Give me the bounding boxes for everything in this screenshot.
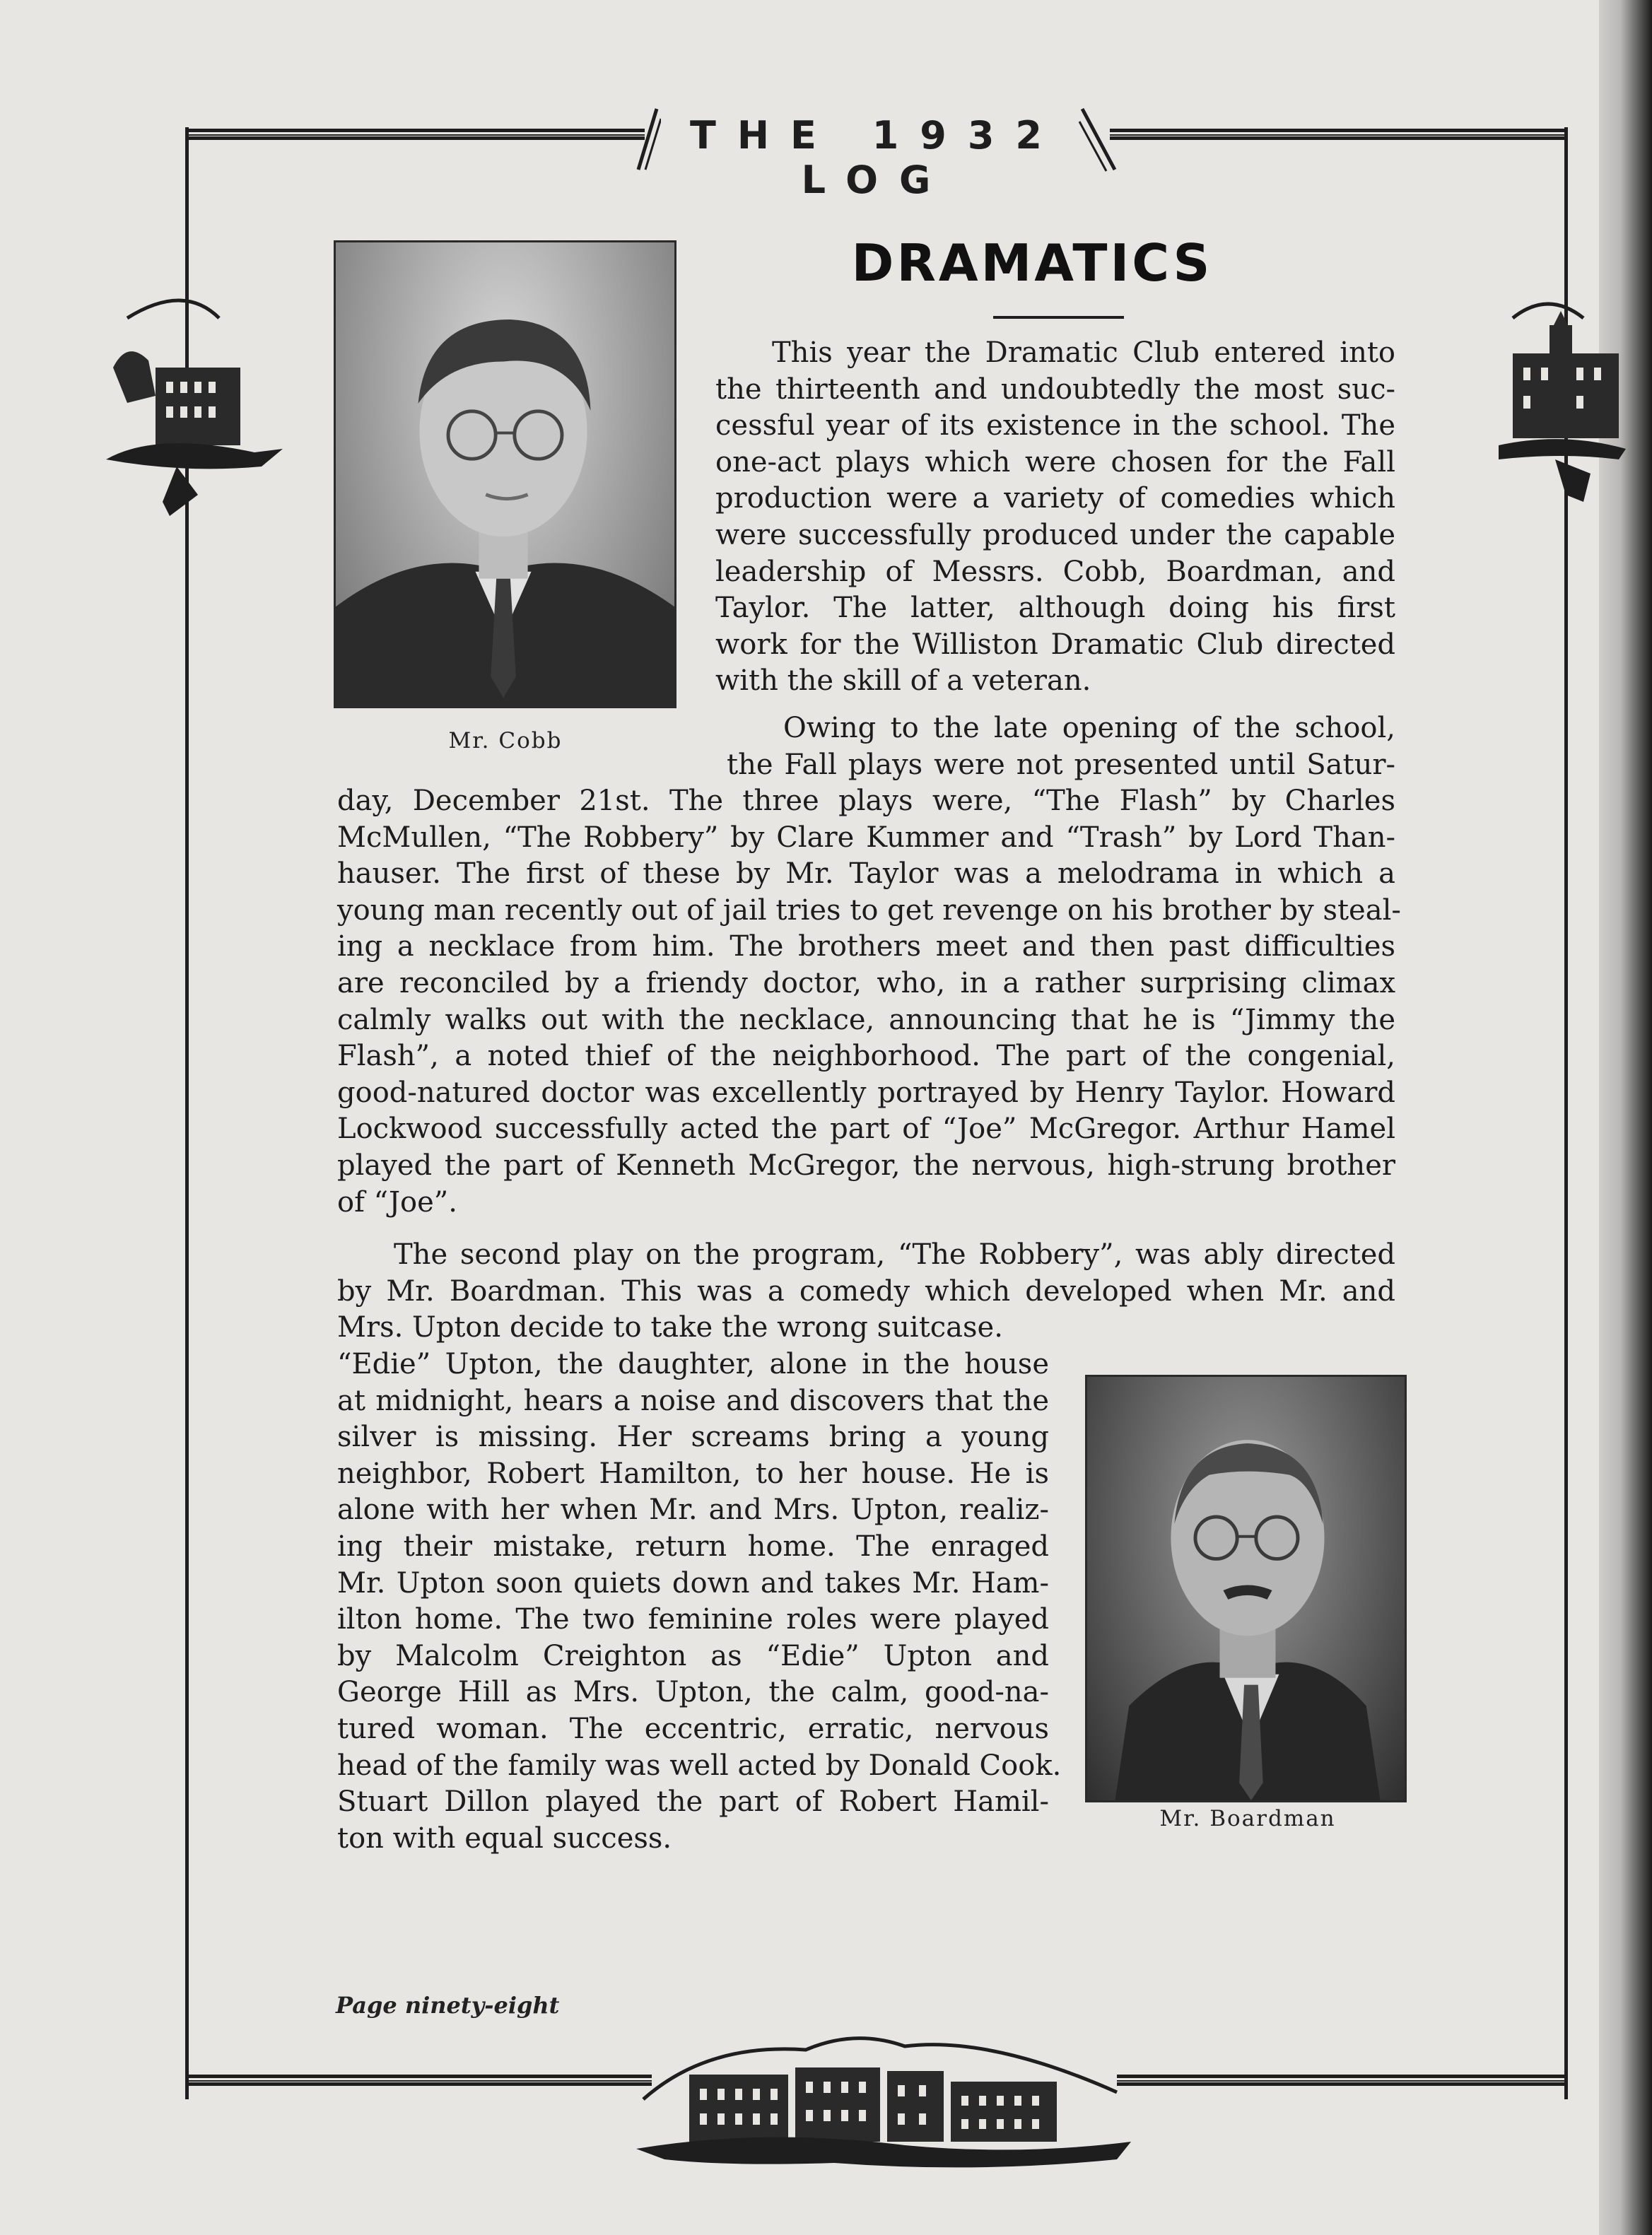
text-line: the Fall plays were not presented until Satur- <box>727 748 1395 781</box>
text-line: with the skill of a veteran. <box>715 664 1091 698</box>
text-line: ton with equal success. <box>337 1822 672 1855</box>
text-line: good-natured doctor was excellently portrayed by Henry Taylor. Howard <box>337 1076 1395 1109</box>
text-line: young man recently out of jail tries to get revenge on his brother by steal- <box>337 893 1401 927</box>
text-line: The second play on the program, “The Robbery”, was ably directed <box>394 1238 1395 1271</box>
text-line: ing their mistake, return home. The enraged <box>337 1530 1049 1563</box>
text-line: alone with her when Mr. and Mrs. Upton, realiz- <box>337 1494 1049 1527</box>
header-slash-left-icon <box>633 106 661 173</box>
text-line: the thirteenth and undoubtedly the most suc- <box>715 372 1395 406</box>
paragraph-3-intro <box>337 1237 1395 1347</box>
text-line: This year the Dramatic Club entered into <box>772 336 1395 369</box>
text-line: cessful year of its existence in the school. The <box>715 409 1395 442</box>
text-line: tured woman. The eccentric, erratic, nervous <box>337 1712 1049 1745</box>
text-line: Mr. Upton soon quiets down and takes Mr. Ham- <box>337 1566 1049 1600</box>
paragraph-3 <box>337 1347 1062 1857</box>
text-line: hauser. The first of these by Mr. Taylor was a melodrama in which a <box>337 857 1395 891</box>
footer-rule-right <box>1117 2075 1568 2086</box>
text-line: Mrs. Upton decide to take the wrong suitcase. <box>337 1311 1003 1344</box>
text-line: ing a necklace from him. The brothers meet and then past difficulties <box>337 930 1395 963</box>
caption-mr-cobb: Mr. Cobb <box>448 728 563 753</box>
text-line: day, December 21st. The three plays were, “The Flash” by Charles <box>337 785 1395 817</box>
text-line: Taylor. The latter, although doing his first <box>715 592 1395 625</box>
page-number: Page ninety-eight <box>336 1992 560 2019</box>
text-line: calmly walks out with the necklace, announcing that he is “Jimmy the <box>337 1003 1395 1036</box>
text-line: Lockwood successfully acted the part of “Joe” McGregor. Arthur Hamel <box>337 1113 1395 1146</box>
header-rule-left <box>185 129 645 140</box>
text-line: by Mr. Boardman. This was a comedy which developed when Mr. and <box>337 1274 1395 1308</box>
text-line: Flash”, a noted thief of the neighborhood. The part of the congenial, <box>337 1040 1395 1073</box>
photo-mr-cobb <box>334 240 676 708</box>
text-line: one-act plays which were chosen for the Fall <box>715 445 1395 479</box>
text-line: Owing to the late opening of the school, <box>783 712 1395 744</box>
title-underline <box>993 316 1124 319</box>
text-line: leadership of Messrs. Cobb, Boardman, and <box>715 555 1395 588</box>
text-line: ilton home. The two feminine roles were played <box>337 1603 1049 1636</box>
text-line: at midnight, hears a noise and discovers that the <box>337 1384 1049 1417</box>
paragraph-2 <box>337 783 1401 1221</box>
footer-rule-left <box>185 2075 652 2086</box>
photo-mr-boardman <box>1085 1375 1407 1802</box>
running-title: THE 1932 LOG <box>689 113 1063 202</box>
header-rule-right <box>1110 129 1568 140</box>
article-title: DRAMATICS <box>851 233 1213 293</box>
text-line: George Hill as Mrs. Upton, the calm, good-na- <box>337 1676 1049 1709</box>
paragraph-2-intro <box>727 710 1395 783</box>
paragraph-1 <box>715 335 1395 700</box>
text-line: are reconciled by a friendy doctor, who, in a rather surprising climax <box>337 966 1395 999</box>
text-line: work for the Williston Dramatic Club directed <box>715 628 1395 661</box>
text-line: of “Joe”. <box>337 1185 457 1219</box>
text-line: “Edie” Upton, the daughter, alone in the house <box>337 1348 1049 1380</box>
building-vignette-right-icon <box>1499 290 1626 516</box>
text-line: by Malcolm Creighton as “Edie” Upton and <box>337 1639 1049 1672</box>
text-line: were successfully produced under the capable <box>715 518 1395 551</box>
text-line: McMullen, “The Robbery” by Clare Kummer and “Trash” by Lord Than- <box>337 821 1395 854</box>
text-line: head of the family was well acted by Donald Cook. <box>337 1749 1062 1782</box>
text-line: silver is missing. Her screams bring a young <box>337 1421 1049 1454</box>
text-line: neighbor, Robert Hamilton, to her house. He is <box>337 1457 1049 1490</box>
caption-mr-boardman: Mr. Boardman <box>1159 1806 1336 1831</box>
text-line: Stuart Dillon played the part of Robert Hamil- <box>337 1785 1049 1819</box>
building-vignette-left-icon <box>99 290 290 530</box>
campus-vignette-bottom-icon <box>622 2014 1145 2177</box>
text-line: production were a variety of comedies which <box>715 482 1395 515</box>
text-line: played the part of Kenneth McGregor, the nervous, high-strung brother <box>337 1149 1395 1182</box>
